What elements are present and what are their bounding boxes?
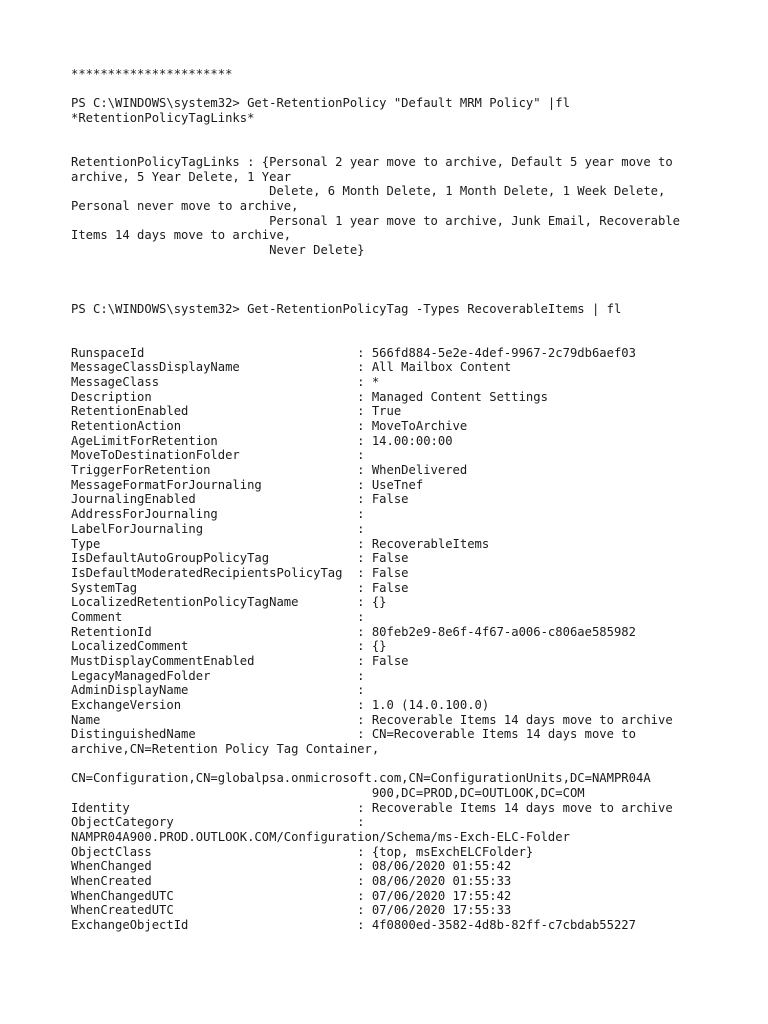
- document-line: ExchangeVersion : 1.0 (14.0.100.0): [71, 697, 490, 712]
- document-line: [71, 82, 711, 97]
- document-line: RetentionPolicyTagLinks : {Personal 2 year move to archive, Default 5 year move to: [71, 155, 673, 170]
- document-line: ObjectClass : {top, msExchELCFolder}: [71, 844, 534, 859]
- document-line: TriggerForRetention : WhenDelivered: [71, 463, 468, 478]
- document-line: 900,DC=PROD,DC=OUTLOOK,DC=COM: [71, 785, 585, 800]
- document-line: RetentionId : 80feb2e9-8e6f-4f67-a006-c806ae585982: [71, 624, 636, 639]
- document-line: RetentionEnabled : True: [71, 404, 402, 419]
- document-line: [71, 126, 711, 141]
- document-line: JournalingEnabled : False: [71, 492, 409, 507]
- document-line: [71, 272, 711, 287]
- document-line: CN=Configuration,CN=globalpsa.onmicrosoft.com,CN=ConfigurationUnits,DC=NAMPR04A: [71, 771, 651, 786]
- document-line: LocalizedComment : {}: [71, 639, 387, 654]
- document-line: MustDisplayCommentEnabled : False: [71, 653, 409, 668]
- document-line: [71, 331, 711, 346]
- document-line: RunspaceId : 566fd884-5e2e-4def-9967-2c79db6aef03: [71, 345, 636, 360]
- document-line: Description : Managed Content Settings: [71, 389, 548, 404]
- document-line: MessageClassDisplayName : All Mailbox Content: [71, 360, 512, 375]
- document-line: ObjectCategory :: [71, 815, 365, 830]
- document-line: MessageFormatForJournaling : UseTnef: [71, 477, 424, 492]
- document-line: Personal never move to archive,: [71, 199, 299, 214]
- document-line: LocalizedRetentionPolicyTagName : {}: [71, 595, 387, 610]
- document-line: MoveToDestinationFolder :: [71, 448, 365, 463]
- document-line: NAMPR04A900.PROD.OUTLOOK.COM/Configuration/Schema/ms-Exch-ELC-Folder: [71, 829, 570, 844]
- document-line: LegacyManagedFolder :: [71, 668, 365, 683]
- document-line: [71, 258, 711, 273]
- document-line: archive, 5 Year Delete, 1 Year: [71, 169, 292, 184]
- document-line: WhenCreatedUTC : 07/06/2020 17:55:33: [71, 903, 512, 918]
- document-line: IsDefaultModeratedRecipientsPolicyTag : False: [71, 565, 409, 580]
- document-line: DistinguishedName : CN=Recoverable Items 14 days move to: [71, 727, 636, 742]
- document-line: Delete, 6 Month Delete, 1 Month Delete, 1 Week Delete,: [71, 184, 666, 199]
- document-line: Type : RecoverableItems: [71, 536, 490, 551]
- document-line: IsDefaultAutoGroupPolicyTag : False: [71, 551, 409, 566]
- document-line: RetentionAction : MoveToArchive: [71, 419, 468, 434]
- document-line: Items 14 days move to archive,: [71, 228, 292, 243]
- document-line: *RetentionPolicyTagLinks*: [71, 111, 255, 126]
- document-line: Personal 1 year move to archive, Junk Email, Recoverable: [71, 213, 681, 228]
- document-line: [71, 316, 711, 331]
- document-line: AddressForJournaling :: [71, 507, 365, 522]
- document-line: [71, 140, 711, 155]
- document-line: AdminDisplayName :: [71, 683, 365, 698]
- document-line: Never Delete}: [71, 243, 365, 258]
- document-line: [71, 757, 711, 772]
- document-line: [71, 287, 711, 302]
- document-line: PS C:\WINDOWS\system32> Get-RetentionPolicy "Default MRM Policy" |fl: [71, 96, 570, 111]
- document-line: WhenChangedUTC : 07/06/2020 17:55:42: [71, 888, 512, 903]
- document-line: WhenCreated : 08/06/2020 01:55:33: [71, 873, 512, 888]
- document-line: AgeLimitForRetention : 14.00:00:00: [71, 433, 453, 448]
- document-line: MessageClass : *: [71, 375, 380, 390]
- powershell-output-document: [71, 67, 711, 933]
- document-line: WhenChanged : 08/06/2020 01:55:42: [71, 859, 512, 874]
- document-line: Comment :: [71, 609, 365, 624]
- document-line: archive,CN=Retention Policy Tag Container,: [71, 741, 380, 756]
- document-line: LabelForJournaling :: [71, 521, 365, 536]
- document-line: Name : Recoverable Items 14 days move to archive: [71, 712, 673, 727]
- document-line: Identity : Recoverable Items 14 days move to archive: [71, 800, 673, 815]
- document-line: **********************: [71, 67, 233, 81]
- document-line: PS C:\WINDOWS\system32> Get-RetentionPolicyTag -Types RecoverableItems | fl: [71, 301, 622, 316]
- document-line: SystemTag : False: [71, 580, 409, 595]
- document-line: ExchangeObjectId : 4f0800ed-3582-4d8b-82ff-c7cbdab55227: [71, 917, 636, 932]
